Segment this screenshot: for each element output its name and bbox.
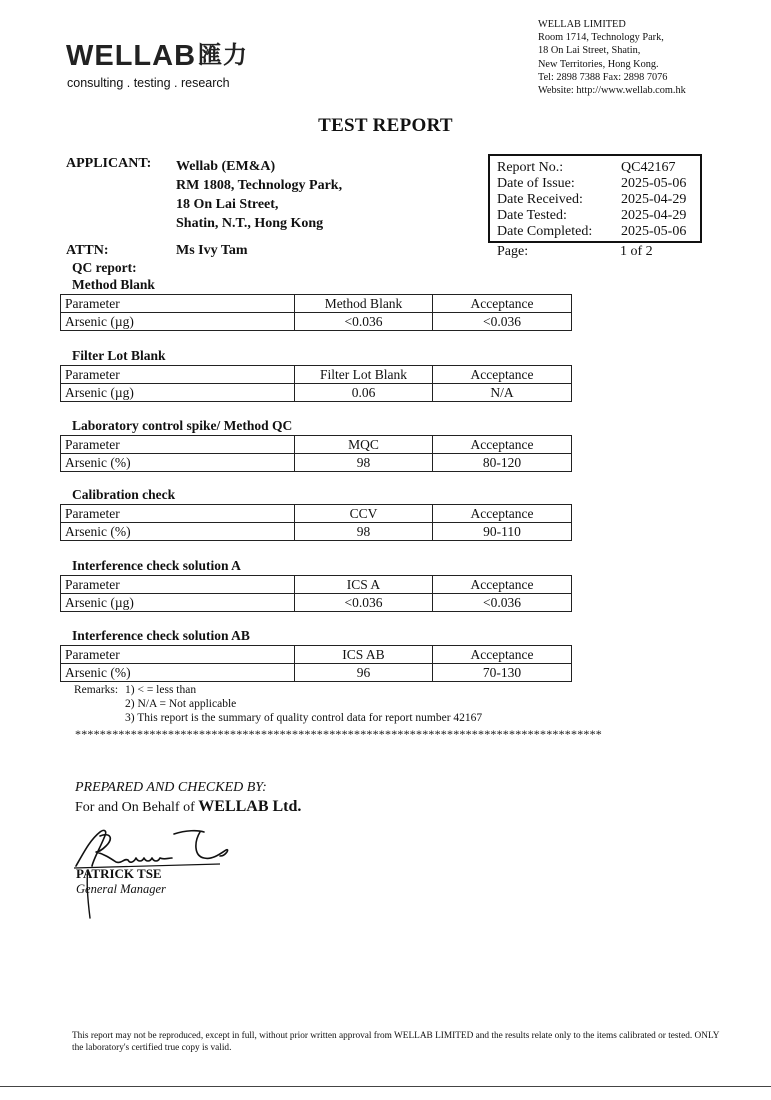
header-cell: Acceptance — [433, 505, 572, 523]
prepared-label: PREPARED AND CHECKED BY: — [75, 780, 267, 795]
value-cell: 98 — [295, 523, 433, 541]
table-header-row — [61, 366, 572, 384]
behalf-company: WELLAB Ltd. — [198, 798, 302, 815]
table-row — [61, 664, 572, 682]
acceptance-cell: 80-120 — [433, 454, 572, 472]
header-cell: Method Blank — [295, 295, 433, 313]
behalf-prefix: For and On Behalf of — [75, 800, 195, 815]
date-tested: 2025-04-29 — [621, 208, 687, 223]
logo-tagline: consulting . testing . research — [67, 76, 230, 90]
applicant-line: Wellab (EM&A) — [176, 159, 276, 174]
table-row — [61, 454, 572, 472]
qc-table-calibration-check — [60, 504, 572, 541]
signatory-title: General Manager — [76, 882, 166, 896]
footer-disclaimer: This report may not be reproduced, except in full, without prior written approval from WELLAB LIMITED and the results relate only to the items calibrated or tested. ONLY the laboratory's certified true copy is valid. — [72, 1031, 720, 1053]
value-cell: <0.036 — [295, 313, 433, 331]
attn-label: ATTN: — [66, 243, 109, 258]
remark-item: 1) < = less than — [125, 684, 197, 696]
info-label: Report No.: — [497, 160, 564, 175]
date-received: 2025-04-29 — [621, 192, 687, 207]
header-cell: Filter Lot Blank — [295, 366, 433, 384]
qc-report-label: QC report: — [72, 260, 137, 275]
company-line: Website: http://www.wellab.com.hk — [538, 85, 686, 97]
header-cell: Acceptance — [433, 366, 572, 384]
header-cell: Parameter — [61, 576, 295, 594]
company-line: Room 1714, Technology Park, — [538, 32, 664, 44]
applicant-line: Shatin, N.T., Hong Kong — [176, 216, 324, 231]
table-row — [61, 594, 572, 612]
header-cell: Parameter — [61, 436, 295, 454]
header-cell: ICS A — [295, 576, 433, 594]
applicant-address — [176, 157, 342, 233]
table-row — [61, 313, 572, 331]
parameter-cell: Arsenic (%) — [61, 454, 295, 472]
value-cell: <0.036 — [295, 594, 433, 612]
page-value: 1 of 2 — [620, 244, 653, 259]
acceptance-cell: 90-110 — [433, 523, 572, 541]
section-title: Interference check solution AB — [72, 628, 250, 643]
header-cell: Parameter — [61, 366, 295, 384]
date-completed: 2025-05-06 — [621, 224, 687, 239]
header-cell: Acceptance — [433, 295, 572, 313]
header-cell: ICS AB — [295, 646, 433, 664]
report-info-box — [488, 154, 702, 243]
table-header-row — [61, 646, 572, 664]
table-header-row — [61, 436, 572, 454]
header-cell: Acceptance — [433, 576, 572, 594]
qc-table-method-blank — [60, 294, 572, 331]
table-row — [61, 384, 572, 402]
parameter-cell: Arsenic (µg) — [61, 594, 295, 612]
qc-table-method-qc — [60, 435, 572, 472]
acceptance-cell: <0.036 — [433, 594, 572, 612]
header-cell: Parameter — [61, 295, 295, 313]
company-line: 18 On Lai Street, Shatin, — [538, 45, 641, 57]
qc-table-ics-a — [60, 575, 572, 612]
section-title: Interference check solution A — [72, 558, 241, 573]
remarks-label: Remarks: — [74, 684, 119, 696]
header-cell: Acceptance — [433, 436, 572, 454]
applicant-line: 18 On Lai Street, — [176, 197, 279, 212]
table-header-row — [61, 576, 572, 594]
acceptance-cell: <0.036 — [433, 313, 572, 331]
header-cell: Parameter — [61, 646, 295, 664]
info-label: Date Received: — [497, 192, 583, 207]
behalf-line — [75, 798, 301, 816]
section-title: Method Blank — [72, 277, 155, 292]
remark-item: 3) This report is the summary of quality control data for report number 42167 — [125, 712, 483, 724]
value-cell: 96 — [295, 664, 433, 682]
info-label: Date Tested: — [497, 208, 567, 223]
attn-value: Ms Ivy Tam — [176, 243, 248, 258]
acceptance-cell: N/A — [433, 384, 572, 402]
bottom-divider — [0, 1086, 771, 1087]
company-line: New Territories, Hong Kong. — [538, 58, 659, 70]
info-label: Date Completed: — [497, 224, 593, 239]
qc-table-filter-lot-blank — [60, 365, 572, 402]
table-row — [61, 523, 572, 541]
logo-text: WELLAB — [66, 40, 197, 72]
applicant-line: RM 1808, Technology Park, — [176, 178, 343, 193]
header-cell: Parameter — [61, 505, 295, 523]
header-cell: Acceptance — [433, 646, 572, 664]
applicant-label: APPLICANT: — [66, 156, 152, 171]
page-label: Page: — [497, 244, 529, 259]
signatory-name: PATRICK TSE — [76, 866, 162, 881]
section-title: Calibration check — [72, 487, 176, 502]
value-cell: 0.06 — [295, 384, 433, 402]
header-cell: MQC — [295, 436, 433, 454]
table-header-row — [61, 505, 572, 523]
company-line: Tel: 2898 7388 Fax: 2898 7076 — [538, 71, 668, 83]
parameter-cell: Arsenic (%) — [61, 523, 295, 541]
header-cell: CCV — [295, 505, 433, 523]
value-cell: 98 — [295, 454, 433, 472]
report-title: TEST REPORT — [318, 115, 453, 136]
date-of-issue: 2025-05-06 — [621, 176, 687, 191]
remark-item: 2) N/A = Not applicable — [125, 698, 237, 710]
section-title: Filter Lot Blank — [72, 348, 166, 363]
parameter-cell: Arsenic (µg) — [61, 313, 295, 331]
company-line: WELLAB LIMITED — [538, 19, 626, 30]
separator-line: ************************************************************************************* — [75, 727, 602, 741]
company-logo — [66, 42, 248, 71]
report-number: QC42167 — [621, 160, 676, 175]
parameter-cell: Arsenic (µg) — [61, 384, 295, 402]
info-label: Date of Issue: — [497, 176, 575, 191]
logo-cjk: 匯力 — [198, 42, 249, 69]
acceptance-cell: 70-130 — [433, 664, 572, 682]
qc-table-ics-ab — [60, 645, 572, 682]
parameter-cell: Arsenic (%) — [61, 664, 295, 682]
company-address-block — [538, 18, 686, 97]
section-title: Laboratory control spike/ Method QC — [72, 418, 293, 433]
table-header-row — [61, 295, 572, 313]
